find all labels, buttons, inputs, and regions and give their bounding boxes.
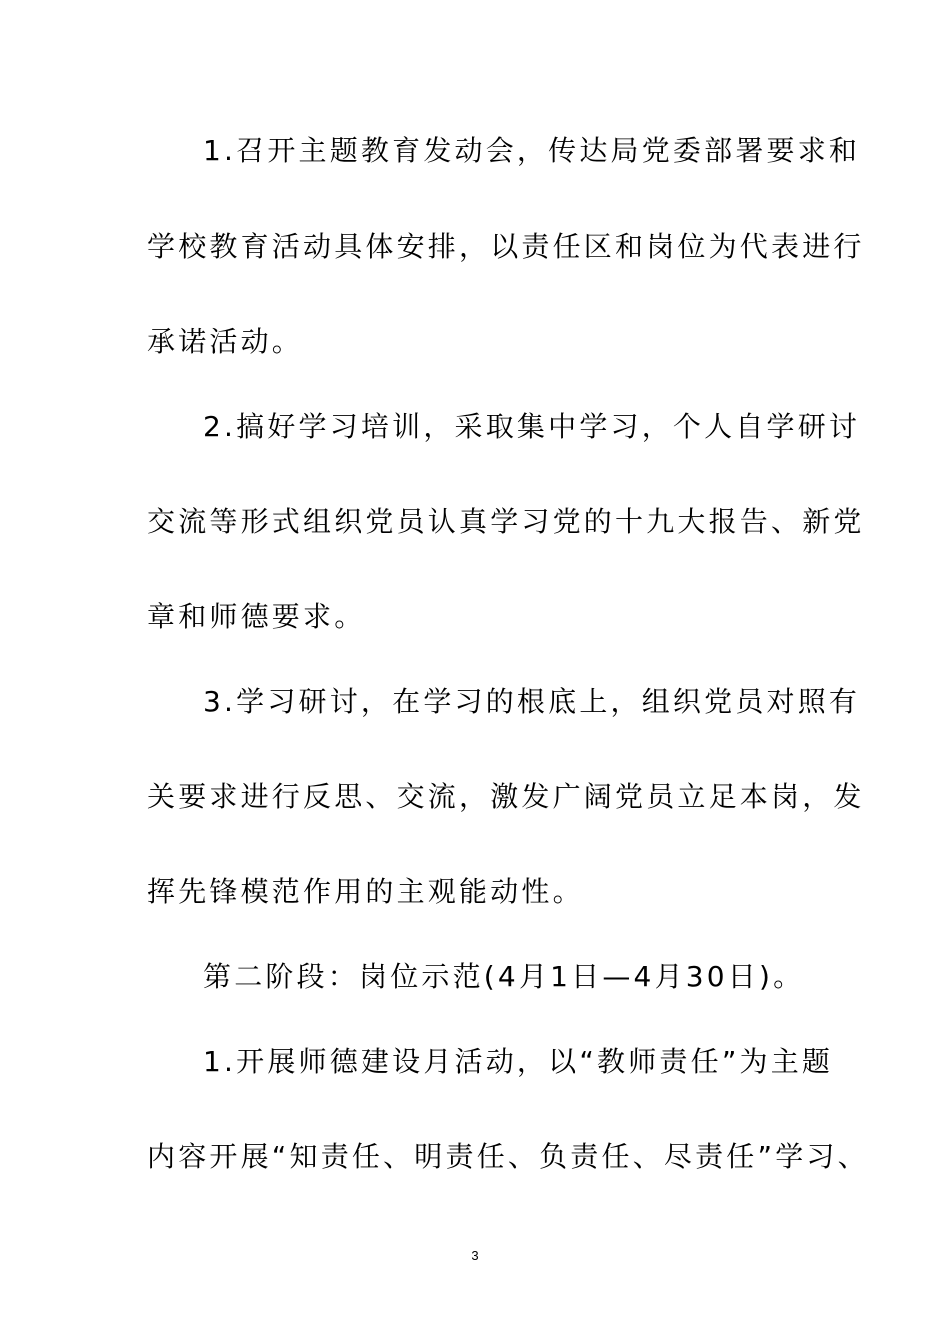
paragraph-line: 章和师德要求。 <box>147 600 366 633</box>
paragraph-line: 交流等形式组织党员认真学习党的十九大报告、新党 <box>147 505 865 538</box>
paragraph-line: 关要求进行反思、交流，激发广阔党员立足本岗，发 <box>147 780 865 813</box>
paragraph-line: 3.学习研讨，在学习的根底上，组织党员对照有 <box>203 685 861 718</box>
paragraph-line: 1.开展师德建设月活动，以“教师责任”为主题 <box>203 1045 834 1078</box>
paragraph-line: 学校教育活动具体安排，以责任区和岗位为代表进行 <box>147 230 865 263</box>
paragraph-line: 2.搞好学习培训，采取集中学习，个人自学研讨 <box>203 410 861 443</box>
section-heading: 第二阶段：岗位示范(4月1日—4月30日)。 <box>203 960 805 993</box>
page-number: 3 <box>471 1248 479 1263</box>
paragraph-line: 承诺活动。 <box>147 325 304 358</box>
paragraph-line: 挥先锋模范作用的主观能动性。 <box>147 875 584 908</box>
paragraph-line: 1.召开主题教育发动会，传达局党委部署要求和 <box>203 134 861 167</box>
paragraph-line: 内容开展“知责任、明责任、负责任、尽责任”学习、 <box>147 1140 869 1173</box>
